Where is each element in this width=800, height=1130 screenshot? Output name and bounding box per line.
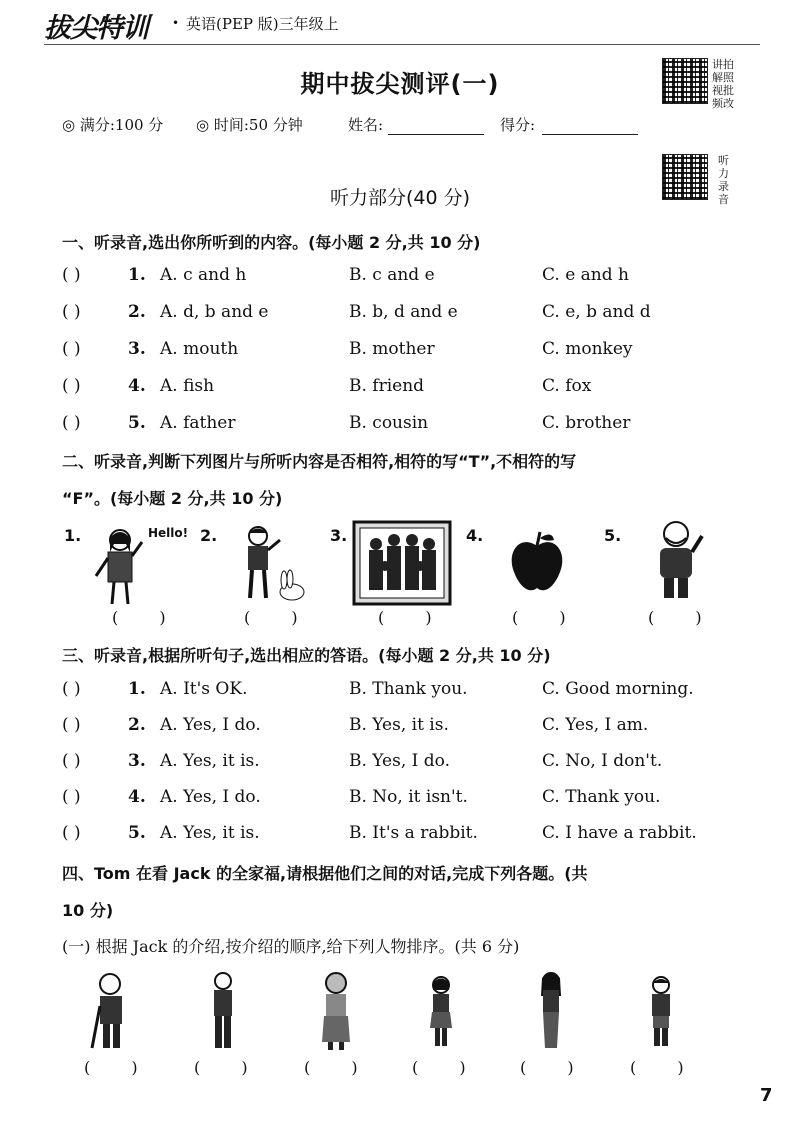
part1-item-4: ( ) 4. A. fish B. friend C. fox: [62, 376, 592, 396]
answer-blank[interactable]: ( ): [62, 823, 81, 843]
qr-video-label: 讲拍解照视批频改: [712, 58, 734, 110]
part3-item-5: ( ) 5. A. Yes, it is. B. It's a rabbit. C. I have a rabbit.: [62, 823, 697, 843]
answer-blank[interactable]: ( ): [62, 679, 81, 699]
qr-audio-label: 听力录音: [718, 154, 729, 206]
part1-item-1: ( ) 1. A. c and h B. c and e C. e and h: [62, 265, 629, 285]
header-divider: [44, 44, 760, 45]
answer-blank[interactable]: ( ): [62, 265, 81, 285]
pic2-answer[interactable]: ( ): [244, 608, 316, 627]
score-label: 得分:: [500, 116, 536, 134]
name-field[interactable]: [388, 116, 484, 135]
part4-sub-heading: (一) 根据 Jack 的介绍,按介绍的顺序,给下列人物排序。(共 6 分): [62, 937, 520, 956]
part3-heading: 三、听录音,根据所听句子,选出相应的答语。(每小题 2 分,共 10 分): [62, 646, 551, 665]
listening-section-title: 听力部分(40 分): [329, 187, 471, 209]
grandpa-icon: [652, 520, 708, 604]
part4-heading-line2: 10 分): [62, 901, 114, 920]
pic1-answer[interactable]: ( ): [112, 608, 184, 627]
mother-icon: [536, 972, 566, 1052]
part4-heading-line1: 四、Tom 在看 Jack 的全家福,请根据他们之间的对话,完成下列各题。(共: [62, 864, 588, 883]
pic-number: 1.: [64, 526, 82, 545]
brother-icon: [646, 976, 676, 1050]
part1-heading: 一、听录音,选出你所听到的内容。(每小题 2 分,共 10 分): [62, 233, 481, 252]
name-label: 姓名:: [348, 116, 384, 134]
pic3-answer[interactable]: ( ): [378, 608, 450, 627]
pic-number: 3.: [330, 526, 348, 545]
answer-blank[interactable]: ( ): [62, 787, 81, 807]
brand-logo: 拔尖特训: [44, 13, 148, 44]
grandma-icon: [318, 972, 354, 1052]
boy-rabbit-icon: [240, 524, 310, 606]
pic-number: 4.: [466, 526, 484, 545]
part2-heading-line2: “F”。(每小题 2 分,共 10 分): [62, 489, 283, 508]
answer-blank[interactable]: ( ): [62, 751, 81, 771]
father-icon: [208, 972, 238, 1052]
score-field[interactable]: [542, 116, 638, 135]
order-answer-3[interactable]: ( ): [304, 1058, 376, 1077]
order-answer-6[interactable]: ( ): [630, 1058, 702, 1077]
page-number: 7: [760, 1085, 773, 1106]
apple-icon: [510, 530, 564, 594]
page-title: 期中拔尖测评(一): [300, 70, 500, 98]
part3-item-3: ( ) 3. A. Yes, it is. B. Yes, I do. C. No, I don't.: [62, 751, 663, 771]
pic5-answer[interactable]: ( ): [648, 608, 720, 627]
family-photo-icon: [354, 522, 450, 604]
answer-blank[interactable]: ( ): [62, 376, 81, 396]
pic-number: 2.: [200, 526, 218, 545]
order-answer-1[interactable]: ( ): [84, 1058, 156, 1077]
pic4-answer[interactable]: ( ): [512, 608, 584, 627]
pic-number: 5.: [604, 526, 622, 545]
part3-item-2: ( ) 2. A. Yes, I do. B. Yes, it is. C. Yes, I am.: [62, 715, 649, 735]
part3-item-1: ( ) 1. A. It's OK. B. Thank you. C. Good morning.: [62, 679, 694, 699]
girl-waving-icon: [90, 528, 150, 606]
answer-blank[interactable]: ( ): [62, 339, 81, 359]
part1-item-5: ( ) 5. A. father B. cousin C. brother: [62, 413, 631, 433]
grandpa-cane-icon: [88, 972, 138, 1052]
time-limit: ◎ 时间:50 分钟: [196, 116, 303, 134]
sister-icon: [426, 976, 456, 1048]
order-answer-4[interactable]: ( ): [412, 1058, 484, 1077]
order-answer-2[interactable]: ( ): [194, 1058, 266, 1077]
book-subtitle: 英语(PEP 版)三年级上: [186, 15, 339, 33]
answer-blank[interactable]: ( ): [62, 302, 81, 322]
full-score: ◎ 满分:100 分: [62, 116, 164, 134]
answer-blank[interactable]: ( ): [62, 413, 81, 433]
part1-item-3: ( ) 3. A. mouth B. mother C. monkey: [62, 339, 633, 359]
answer-blank[interactable]: ( ): [62, 715, 81, 735]
part3-item-4: ( ) 4. A. Yes, I do. B. No, it isn't. C. Thank you.: [62, 787, 661, 807]
part2-heading-line1: 二、听录音,判断下列图片与所听内容是否相符,相符的写“T”,不相符的写: [62, 452, 577, 471]
order-answer-5[interactable]: ( ): [520, 1058, 592, 1077]
header-dot: •: [172, 16, 180, 30]
part1-item-2: ( ) 2. A. d, b and e B. b, d and e C. e, b and d: [62, 302, 651, 322]
speech-hello: Hello!: [148, 526, 189, 540]
